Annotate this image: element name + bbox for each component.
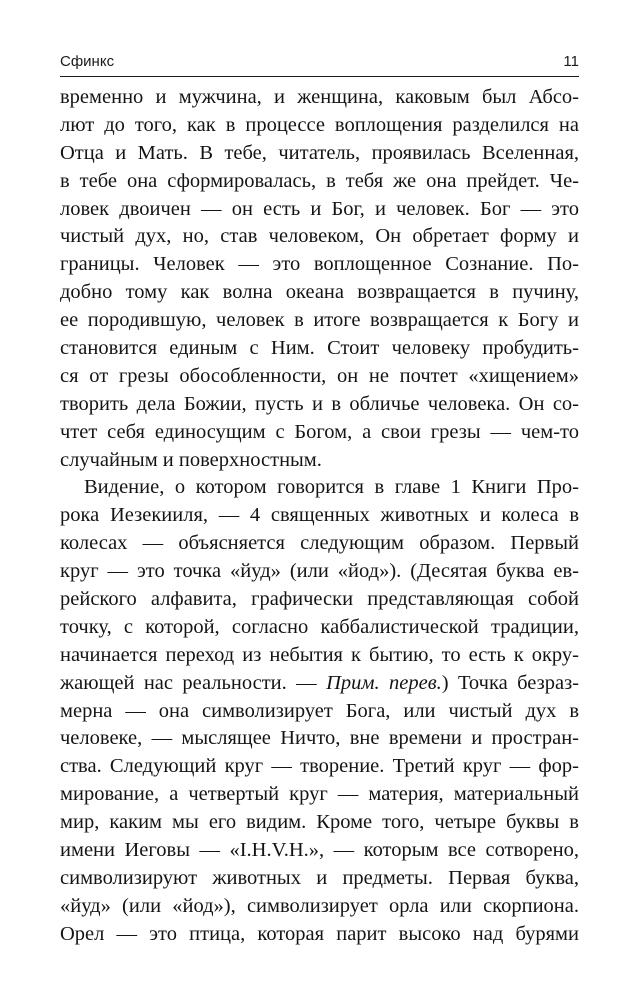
text-line: лют до того, как в процессе воплощения разделился на xyxy=(60,113,579,136)
note-text-before: жающей нас реальности. — xyxy=(60,671,327,694)
text-line: ее породившую, человек в итоге возвращается к Богу и xyxy=(60,309,579,332)
text-line: начинается переход из небытия к бытию, то есть к окру- xyxy=(60,643,579,666)
text-line: мир, каким мы его видим. Кроме того, четыре буквы в xyxy=(60,811,579,834)
text-line: чистый дух, но, став человеком, Он обретает форму и xyxy=(60,225,579,248)
text-line: добно тому как волна океана возвращается в пучину, xyxy=(60,281,579,304)
text-line: ловек двоичен — он есть и Бог, и человек. Бог — это xyxy=(60,197,579,220)
text-line: символизируют животных и предметы. Первая буква, xyxy=(60,866,579,889)
text-line: мирование, а четвертый круг — материя, материальный xyxy=(60,783,579,806)
running-title: Сфинкс xyxy=(60,53,115,70)
text-line: ства. Следующий круг — творение. Третий круг — фор- xyxy=(60,755,579,778)
text-line-with-note xyxy=(60,670,579,698)
text-line: чтет себя единосущим с Богом, а свои грезы — чем-то xyxy=(60,420,579,443)
text-line: рока Иезекииля, — 4 священных животных и колеса в xyxy=(60,504,579,527)
text-line: круг — это точка «йуд» (или «йод»). (Десятая буква ев- xyxy=(60,560,579,583)
text-line: в тебе она сформировалась, в тебя же она прейдет. Че- xyxy=(60,169,579,192)
text-line: случайным и поверхностным. xyxy=(60,448,322,471)
text-line: творить дела Божии, пусть и в обличье человека. Он со- xyxy=(60,392,579,415)
text-line: точку, с которой, согласно каббалистической традиции, xyxy=(60,615,579,638)
translator-note: Прим. перев. xyxy=(326,671,442,694)
text-line: мерна — она символизирует Бога, или чистый дух в xyxy=(60,699,579,722)
text-line: временно и мужчина, и женщина, каковым был Абсо- xyxy=(60,86,579,108)
text-line: Отца и Мать. В тебе, читатель, проявилась Вселенная, xyxy=(60,141,579,164)
running-head xyxy=(60,50,579,74)
text-line: Орел — это птица, которая парит высоко над бурями xyxy=(60,922,579,945)
body-text xyxy=(60,84,579,949)
note-text-after: ) Точка безраз- xyxy=(441,671,579,694)
text-line: «йуд» (или «йод»), символизирует орла или скорпиона. xyxy=(60,894,579,917)
page-number: 11 xyxy=(563,53,579,70)
text-line: рейского алфавита, графически представляющая собой xyxy=(60,588,579,611)
text-line: имени Иеговы — «I.H.V.H.», — которым все сотворено, xyxy=(60,839,579,862)
text-line: становится единым с Ним. Стоит человеку пробудить- xyxy=(60,337,579,360)
text-line: границы. Человек — это воплощенное Сознание. По- xyxy=(60,253,579,276)
text-line: человеке, — мыслящее Ничто, вне времени и простран- xyxy=(60,727,579,750)
text-line: ся от грезы обособленности, он не почтет «хищением» xyxy=(60,364,579,387)
text-line: Видение, о котором говорится в главе 1 Книги Про- xyxy=(84,476,579,499)
text-line: колесах — объясняется следующим образом. Первый xyxy=(60,532,579,555)
header-rule xyxy=(60,76,579,77)
